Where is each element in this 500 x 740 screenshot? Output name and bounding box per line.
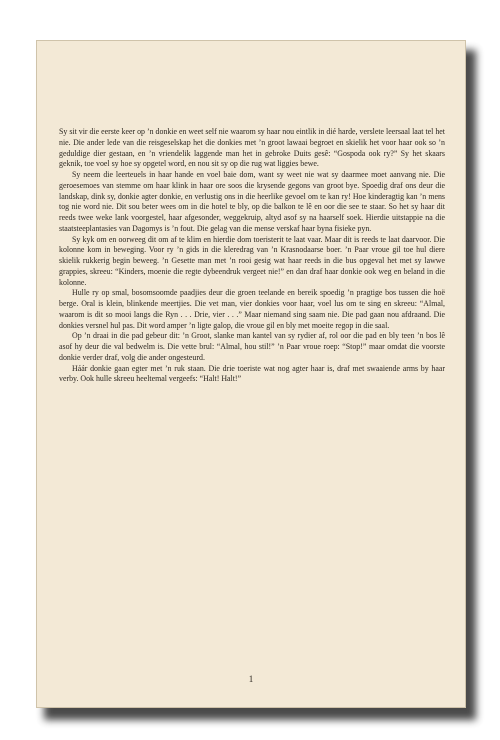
body-text xyxy=(59,127,445,385)
paragraph-3: Sy kyk om en oorweeg dit om af te klim en hierdie dom toeristerit te laat vaar. Maar dit is reeds te laat daarvoor. Die kolonne kom in beweging. Voor ry ’n gids in die kleredrag van ’n Krasnodaarse boer. ’n Paar vroue gil toe hul diere skielik rukkerig begin beweeg. ’n Gesette man met ’n rooi gesig wat haar reeds in die bus opgeval het met sy lawwe grappies, skreeu: “Kinders, moenie die regte dybeendruk vergeet nie!” en dan draf haar donkie ook weg en beland in die kolonne. xyxy=(59,234,445,287)
paragraph-2: Sy neem die leerteuels in haar hande en voel baie dom, want sy weet nie wat sy daarmee moet aanvang nie. Die geroesemoes van stemme om haar klink in haar ore soos die krysende gegons van groot bye. Spoedig draf ons deur die landskap, dink sy, donkie agter donkie, en verlustig ons in die heerlike gevoel om te kan ry! Hoe kinderagtig kan ’n mens tog nie word nie. Dit sou beter wees om in die hotel te bly, op die balkon te lê en oor die see te staar. So het sy haar dit reeds twee weke lank voorgestel, haar afgesonder, weggekruip, altyd asof sy na haarself soek. Hierdie uitstappie na die staatsteeplantasies van Dagomys is ’n fout. Die gelag van die mense verskaf haar byna fisieke pyn. xyxy=(59,170,445,233)
paragraph-4: Hulle ry op smal, bosomsoomde paadjies deur die groen teelande en bereik spoedig ’n pragtige bos tussen die hoë berge. Oral is klein, blinkende meertjies. Die vet man, vier donkies voor haar, voel lus om te sing en skreeu: “Almal, waarom is dit so mooi langs die Ryn . . . Drie, vier . . .” Maar niemand sing saam nie. Die pad gaan nou afdraand. Die donkies versnel hul pas. Dit word amper ’n ligte galop, die vroue gil en bly met moeite regop in die saal. xyxy=(59,288,445,330)
paragraph-6: Háár donkie gaan egter met ’n ruk staan. Die drie toeriste wat nog agter haar is, draf met swaaiende arms by haar verby. Ook hulle skreeu heeltemal vergeefs: “Halt! Halt!” xyxy=(59,363,445,384)
paragraph-1: Sy sit vir die eerste keer op ’n donkie en weet self nie waarom sy haar nou eintlik in dié harde, verslete leersaal laat tel het nie. Die ander lede van die reisgeselskap het die donkies met ’n groot lawaai begroet en skielik het voor haar ook so ’n geduldige dier gestaan, en ’n vriendelik laggende man het in gebroke Duits gesê: “Gospoda ook ry?” Sy het skaars geknik, toe voel sy hoe sy opgetel word, en nou sit sy op die rug wat liggies bewe. xyxy=(59,127,445,169)
book-page xyxy=(36,40,466,708)
page-number: 1 xyxy=(248,674,254,684)
paragraph-5: Op ’n draai in die pad gebeur dit: ’n Groot, slanke man kantel van sy rydier af, rol oor die pad en bly teen ’n bos lê asof hy deur die val bedwelm is. Die vette brul: “Almal, hou stil!” ’n Paar vroue roep: “Stop!” maar omdat die voorste donkie verder draf, volg die ander ongesteurd. xyxy=(59,331,445,362)
